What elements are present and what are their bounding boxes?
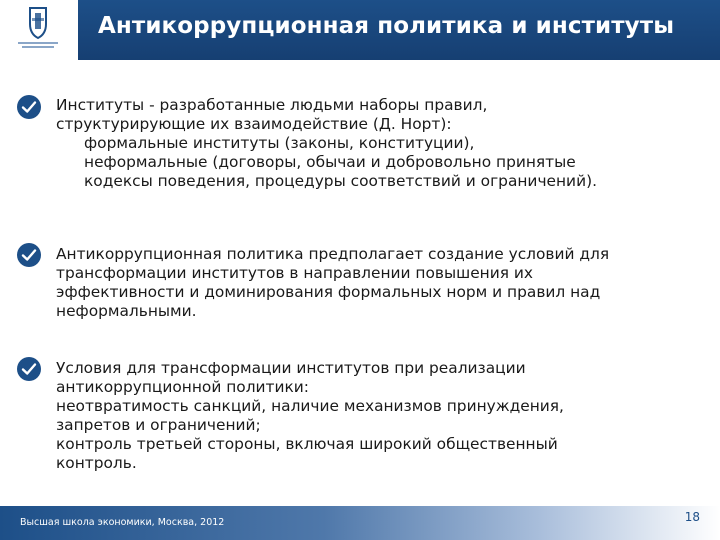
bullet-1-text — [56, 96, 706, 191]
bullet-line: Антикоррупционная политика предполагает создание условий для — [56, 245, 610, 263]
bullet-line: неформальными. — [56, 302, 197, 320]
bullet-line: Институты - разработанные людьми наборы правил, — [56, 96, 488, 114]
bullet-line: антикоррупционной политики: — [56, 378, 309, 396]
bullet-2-text — [56, 245, 706, 321]
bullet-line-indented: неформальные (договоры, обычаи и добровольно принятые — [84, 153, 576, 171]
bullet-line: эффективности и доминирования формальных норм и правил над — [56, 283, 601, 301]
check-icon — [16, 242, 42, 268]
check-icon — [16, 94, 42, 120]
page-number: 18 — [684, 510, 700, 524]
bullet-line-indented: формальные институты (законы, конституции), — [84, 134, 475, 152]
bullet-line: контроль третьей стороны, включая широкий общественный — [56, 435, 558, 453]
bullet-3-text — [56, 359, 706, 473]
page-title: Антикоррупционная политика и институты — [98, 13, 675, 39]
bullet-line: структурирующие их взаимодействие (Д. Норт): — [56, 115, 452, 133]
bullet-line: неотвратимость санкций, наличие механизмов принуждения, — [56, 397, 564, 415]
hse-logo — [8, 2, 68, 54]
bullet-line: запретов и ограничений; — [56, 416, 261, 434]
check-icon — [16, 356, 42, 382]
bullet-line: Условия для трансформации институтов при реализации — [56, 359, 526, 377]
footer-text: Высшая школа экономики, Москва, 2012 — [20, 517, 225, 528]
bullet-line: контроль. — [56, 454, 137, 472]
bullet-line: трансформации институтов в направлении повышения их — [56, 264, 533, 282]
header-separator — [76, 0, 78, 60]
header-bar — [0, 0, 720, 60]
logo-area — [0, 0, 76, 60]
bullet-line-indented: кодексы поведения, процедуры соответствий и ограничений). — [84, 172, 597, 190]
footer-bar — [0, 506, 720, 540]
